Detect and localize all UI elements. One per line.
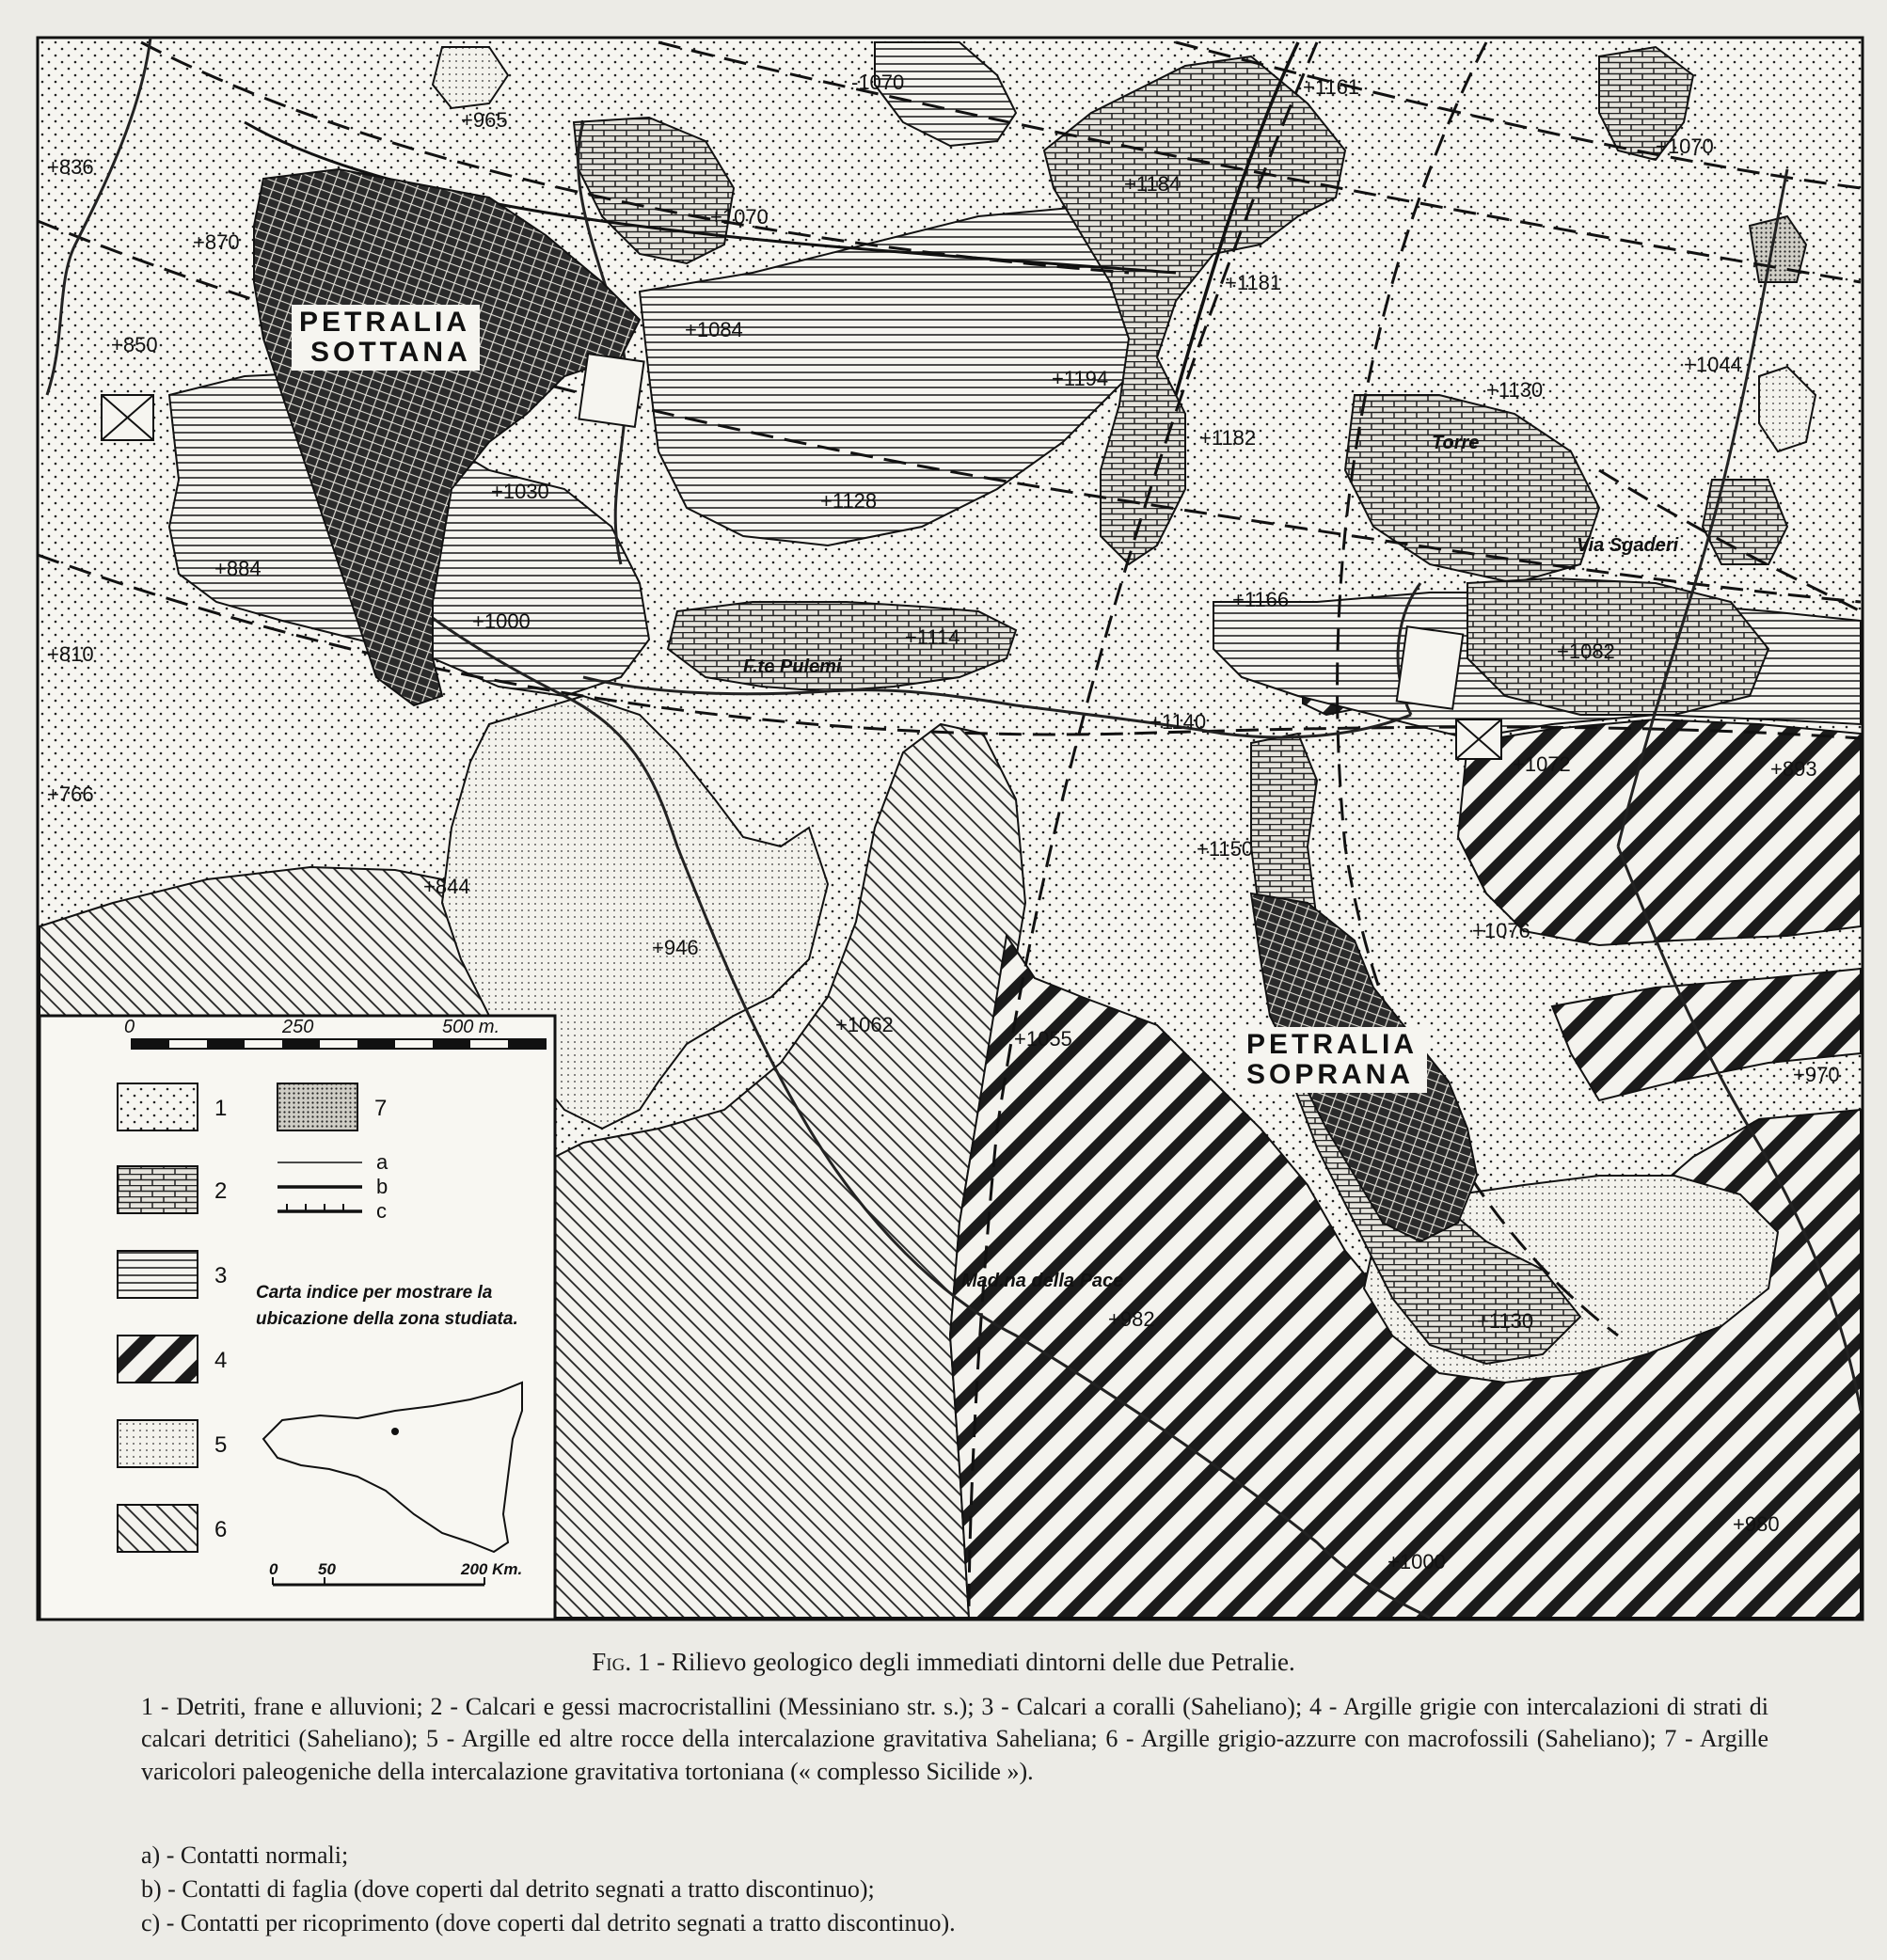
elevation-label: +965 — [461, 108, 508, 132]
legend-number-1: 1 — [214, 1096, 228, 1121]
scale-label: 250 — [282, 1017, 314, 1037]
place-label: F.te Pulemi — [743, 656, 842, 677]
elevation-label: +1000 — [472, 609, 531, 633]
contact-b-line: b) - Contatti di faglia (dove coperti dal detrito segnati a tratto discontinuo); — [141, 1875, 875, 1903]
place-label: Mad.na della Pace — [961, 1271, 1124, 1291]
elevation-label: +1076 — [1472, 919, 1530, 942]
elevation-label: -1070 — [851, 71, 905, 94]
inset-note-line: Carta indice per mostrare la — [256, 1283, 493, 1303]
legend-number-3: 3 — [214, 1263, 228, 1288]
legend-number-6: 6 — [214, 1517, 228, 1542]
elevation-label: +1114 — [905, 625, 960, 649]
elevation-label: +1062 — [835, 1013, 894, 1036]
elevation-label: +1044 — [1684, 353, 1742, 376]
contact-letter-c: c — [376, 1199, 387, 1223]
place-label: Torre — [1432, 433, 1480, 453]
sottana-label-line-2: SOTTANA — [310, 337, 471, 368]
elevation-label: +946 — [652, 936, 699, 959]
sottana-label-line-1: PETRALIA — [299, 307, 470, 338]
elevation-label: +1150 — [1197, 837, 1254, 861]
cemetery-soprana — [1456, 719, 1501, 759]
legend-swatch-2 — [118, 1166, 198, 1213]
elevation-label: +1130 — [1477, 1309, 1534, 1333]
legend-number-7: 7 — [374, 1096, 388, 1121]
elevation-label: +1082 — [1557, 640, 1615, 663]
figure-title-text: - Rilievo geologico degli immediati dintorni delle due Petralie. — [650, 1648, 1295, 1676]
elevation-label: +870 — [193, 230, 240, 254]
contact-c-line: c) - Contatti per ricoprimento (dove coperti dal detrito segnati a tratto discontinuo). — [141, 1909, 956, 1936]
legend-swatch-7 — [278, 1083, 357, 1130]
study-area-dot — [391, 1428, 399, 1435]
elevation-label: +1194 — [1052, 367, 1109, 390]
inset-note-line: ubicazione della zona studiata. — [256, 1309, 518, 1329]
figure-title — [0, 1648, 1887, 1677]
scale-bar — [132, 1039, 546, 1049]
legend-swatch-6 — [118, 1505, 198, 1552]
sports-field-sottana — [579, 354, 643, 427]
elevation-label: +1181 — [1225, 271, 1282, 294]
elevation-label: +766 — [47, 782, 94, 806]
inset-scale-label: 0 — [269, 1560, 278, 1578]
soprana-label-line-2: SOPRANA — [1246, 1059, 1415, 1090]
legend-swatch-3 — [118, 1251, 198, 1298]
elevation-label: +1055 — [1014, 1027, 1072, 1051]
elevation-label: +1182 — [1199, 426, 1257, 450]
elevation-label: +1166 — [1232, 588, 1290, 611]
legend-swatch-5 — [118, 1420, 198, 1467]
elevation-label: +970 — [1793, 1063, 1840, 1086]
contact-letter-a: a — [376, 1150, 388, 1174]
elevation-label: +884 — [214, 557, 262, 580]
elevation-label: +850 — [111, 333, 158, 356]
legend-number-5: 5 — [214, 1432, 228, 1458]
elevation-label: +1084 — [685, 318, 743, 341]
elevation-label: +1184 — [1124, 172, 1181, 196]
elevation-label: +1072 — [1513, 752, 1571, 776]
contact-a-line: a) - Contatti normali; — [141, 1841, 349, 1869]
elevation-label: +1161 — [1303, 75, 1360, 99]
elevation-label: +836 — [47, 155, 94, 179]
scale-label: 0 — [124, 1017, 135, 1037]
inset-scale-label: 200 Km. — [461, 1560, 523, 1578]
inset-scale-label: 50 — [318, 1560, 336, 1578]
elevation-label: +980 — [1733, 1512, 1780, 1536]
elevation-label: +1000 — [1388, 1550, 1446, 1573]
legend-box — [40, 1016, 555, 1620]
scale-label: 500 m. — [442, 1017, 500, 1037]
legend-number-4: 4 — [214, 1348, 228, 1373]
sports-field-soprana — [1397, 626, 1464, 709]
legend-number-2: 2 — [214, 1178, 228, 1204]
elevation-label: +1128 — [820, 489, 878, 513]
soprana-label-line-1: PETRALIA — [1246, 1029, 1418, 1060]
place-label: Via Sgaderi — [1577, 535, 1679, 556]
contact-letter-b: b — [376, 1175, 388, 1198]
elevation-label: +893 — [1770, 757, 1817, 781]
figure-number: Fig. 1 — [592, 1648, 651, 1676]
cemetery-sottana — [102, 395, 153, 440]
elevation-label: +1140 — [1150, 710, 1207, 734]
elevation-label: +982 — [1108, 1307, 1155, 1331]
legend-description: 1 - Detriti, frane e alluvioni; 2 - Calcari e gessi macrocristallini (Messiniano str. s.); 3 - Calcari a coralli (Saheliano); 4 - Argille grigie con intercalazioni di strati di calcari detritici (Saheliano); 5 - Argille ed altre rocce della intercalazione gravitativa Saheliana; 6 - Argille grigio-azzurre con macrofossili (Saheliano); 7 - Argille varicolori paleogeniche della intercalazione gravitativa tortoniana (« complesso Sicilide »). — [141, 1693, 1768, 1785]
elevation-label: +1070 — [1656, 134, 1714, 158]
elevation-label: +844 — [423, 875, 470, 898]
legend-swatch-4 — [118, 1336, 198, 1383]
elevation-label: +1070 — [710, 205, 769, 229]
elevation-label: +810 — [47, 642, 94, 666]
elevation-label: +1130 — [1486, 378, 1544, 402]
elevation-label: +1030 — [491, 480, 549, 503]
legend-swatch-1 — [118, 1083, 198, 1130]
